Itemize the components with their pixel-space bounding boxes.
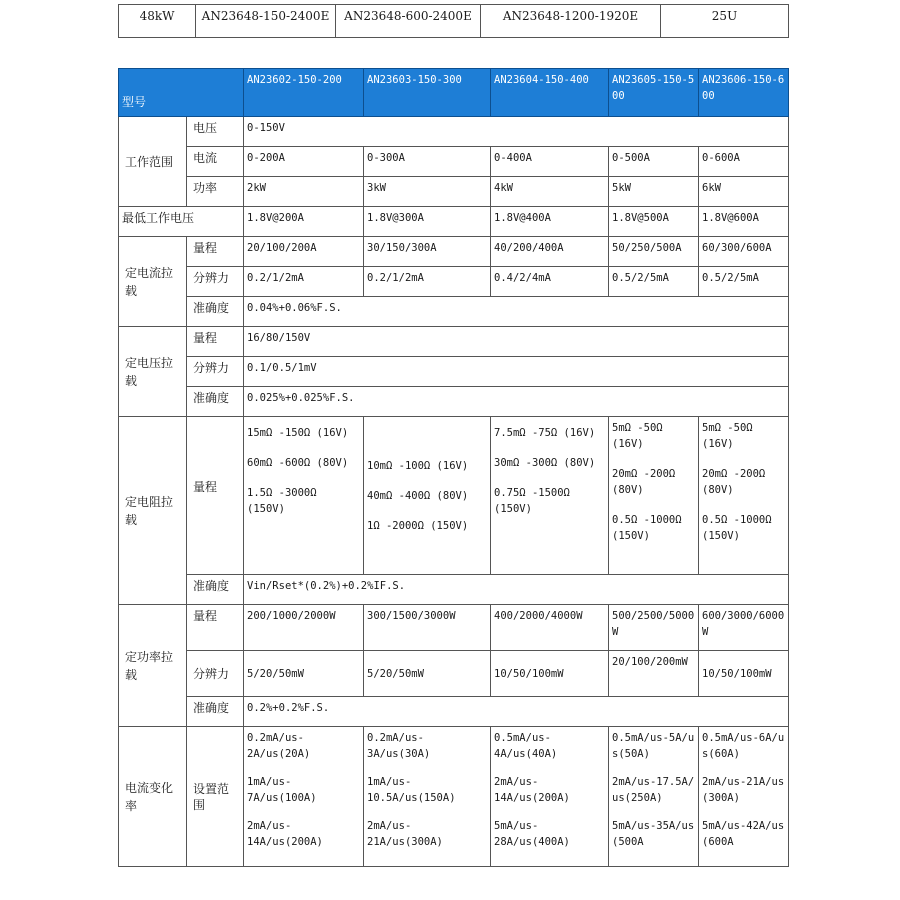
min-voltage-value: 1.8V@400A xyxy=(491,207,609,237)
slew-setting-label: 设置范围 xyxy=(187,727,244,867)
cp-resolution-value: 10/50/100mW xyxy=(699,651,789,697)
cv-range-label: 量程 xyxy=(187,327,244,357)
cc-range-value: 50/250/500A xyxy=(609,237,699,267)
cp-accuracy-value: 0.2%+0.2%F.S. xyxy=(244,697,789,727)
cp-resolution-value: 5/20/50mW xyxy=(244,651,364,697)
cc-resolution-value: 0.2/1/2mA xyxy=(364,267,491,297)
cp-resolution-label: 分辨力 xyxy=(187,651,244,697)
cp-range-value: 400/2000/4000W xyxy=(491,605,609,651)
cc-range-label: 量程 xyxy=(187,237,244,267)
cc-resolution-value: 0.5/2/5mA xyxy=(609,267,699,297)
current-label: 电流 xyxy=(187,147,244,177)
cr-range-value: 10mΩ -100Ω (16V) 40mΩ -400Ω (80V) 1Ω -2000Ω (150V) xyxy=(364,417,491,575)
slew-value: 0.2mA/us-3A/us(30A) 1mA/us-10.5A/us(150A) 2mA/us-21A/us(300A) xyxy=(364,727,491,867)
table-row xyxy=(119,267,789,297)
cp-range-value: 600/3000/6000W xyxy=(699,605,789,651)
model-cell: AN23648-1200-1920E xyxy=(481,5,661,38)
table-row xyxy=(119,605,789,651)
slew-value: 0.2mA/us-2A/us(20A) 1mA/us-7A/us(100A) 2mA/us-14A/us(200A) xyxy=(244,727,364,867)
power-label: 功率 xyxy=(187,177,244,207)
min-voltage-value: 1.8V@200A xyxy=(244,207,364,237)
table-row xyxy=(119,117,789,147)
min-voltage-value: 1.8V@500A xyxy=(609,207,699,237)
power-value: 2kW xyxy=(244,177,364,207)
cp-mode-label: 定功率拉载 xyxy=(119,605,187,727)
cv-accuracy-value: 0.025%+0.025%F.S. xyxy=(244,387,789,417)
table-row xyxy=(119,177,789,207)
cv-resolution-value: 0.1/0.5/1mV xyxy=(244,357,789,387)
model-header: AN23603-150-300 xyxy=(364,69,491,117)
cp-range-value: 500/2500/5000W xyxy=(609,605,699,651)
header-row xyxy=(119,69,789,117)
cp-resolution-value: 10/50/100mW xyxy=(491,651,609,697)
table-row xyxy=(119,575,789,605)
table-row xyxy=(119,727,789,867)
slew-value: 0.5mA/us-5A/us(50A) 2mA/us-17.5A/us(250A) 5mA/us-35A/us(500A xyxy=(609,727,699,867)
min-voltage-value: 1.8V@300A xyxy=(364,207,491,237)
cc-resolution-value: 0.2/1/2mA xyxy=(244,267,364,297)
model-header: AN23602-150-200 xyxy=(244,69,364,117)
cr-mode-label: 定电阻拉载 xyxy=(119,417,187,605)
cr-range-value: 5mΩ -50Ω (16V) 20mΩ -200Ω (80V) 0.5Ω -1000Ω (150V) xyxy=(609,417,699,575)
current-value: 0-300A xyxy=(364,147,491,177)
model-header: AN23605-150-500 xyxy=(609,69,699,117)
voltage-label: 电压 xyxy=(187,117,244,147)
current-value: 0-500A xyxy=(609,147,699,177)
cc-resolution-value: 0.4/2/4mA xyxy=(491,267,609,297)
table-row xyxy=(119,387,789,417)
current-value: 0-600A xyxy=(699,147,789,177)
table-row xyxy=(119,147,789,177)
power-value: 5kW xyxy=(609,177,699,207)
cc-accuracy-label: 准确度 xyxy=(187,297,244,327)
slew-value: 0.5mA/us-4A/us(40A) 2mA/us-14A/us(200A) 5mA/us-28A/us(400A) xyxy=(491,727,609,867)
cp-resolution-value: 5/20/50mW xyxy=(364,651,491,697)
model-header-label: 型号 xyxy=(119,69,244,117)
table-row xyxy=(119,327,789,357)
cc-accuracy-value: 0.04%+0.06%F.S. xyxy=(244,297,789,327)
cp-range-value: 300/1500/3000W xyxy=(364,605,491,651)
model-header: AN23606-150-600 xyxy=(699,69,789,117)
cv-accuracy-label: 准确度 xyxy=(187,387,244,417)
model-header: AN23604-150-400 xyxy=(491,69,609,117)
cc-resolution-label: 分辨力 xyxy=(187,267,244,297)
model-cell: AN23648-600-2400E xyxy=(336,5,481,38)
cr-range-value: 5mΩ -50Ω (16V) 20mΩ -200Ω (80V) 0.5Ω -1000Ω (150V) xyxy=(699,417,789,575)
cp-resolution-value: 20/100/200mW xyxy=(609,651,699,697)
cv-range-value: 16/80/150V xyxy=(244,327,789,357)
cc-range-value: 20/100/200A xyxy=(244,237,364,267)
power-value: 4kW xyxy=(491,177,609,207)
table-row xyxy=(119,5,789,38)
slew-rate-label: 电流变化率 xyxy=(119,727,187,867)
cp-accuracy-label: 准确度 xyxy=(187,697,244,727)
cc-range-value: 60/300/600A xyxy=(699,237,789,267)
power-value: 3kW xyxy=(364,177,491,207)
cr-range-label: 量程 xyxy=(187,417,244,575)
power-cell: 48kW xyxy=(119,5,196,38)
cc-resolution-value: 0.5/2/5mA xyxy=(699,267,789,297)
voltage-value: 0-150V xyxy=(244,117,789,147)
cp-range-value: 200/1000/2000W xyxy=(244,605,364,651)
cc-range-value: 30/150/300A xyxy=(364,237,491,267)
cc-mode-label: 定电流拉载 xyxy=(119,237,187,327)
previous-model-row-table xyxy=(118,4,789,38)
table-row xyxy=(119,237,789,267)
table-row xyxy=(119,207,789,237)
cr-accuracy-label: 准确度 xyxy=(187,575,244,605)
power-value: 6kW xyxy=(699,177,789,207)
working-range-label: 工作范围 xyxy=(119,117,187,207)
table-row xyxy=(119,297,789,327)
cr-accuracy-value: Vin/Rset*(0.2%)+0.2%IF.S. xyxy=(244,575,789,605)
cc-range-value: 40/200/400A xyxy=(491,237,609,267)
cv-resolution-label: 分辨力 xyxy=(187,357,244,387)
cr-range-value: 15mΩ -150Ω (16V) 60mΩ -600Ω (80V) 1.5Ω -3000Ω (150V) xyxy=(244,417,364,575)
current-value: 0-200A xyxy=(244,147,364,177)
table-row xyxy=(119,651,789,697)
cv-mode-label: 定电压拉载 xyxy=(119,327,187,417)
spec-table xyxy=(118,68,789,867)
current-value: 0-400A xyxy=(491,147,609,177)
table-row xyxy=(119,357,789,387)
rack-size-cell: 25U xyxy=(661,5,789,38)
slew-value: 0.5mA/us-6A/us(60A) 2mA/us-21A/us(300A) 5mA/us-42A/us(600A xyxy=(699,727,789,867)
cr-range-value: 7.5mΩ -75Ω (16V) 30mΩ -300Ω (80V) 0.75Ω -1500Ω (150V) xyxy=(491,417,609,575)
table-row xyxy=(119,417,789,575)
table-row xyxy=(119,697,789,727)
model-cell: AN23648-150-2400E xyxy=(196,5,336,38)
min-voltage-value: 1.8V@600A xyxy=(699,207,789,237)
min-voltage-label: 最低工作电压 xyxy=(119,207,244,237)
cp-range-label: 量程 xyxy=(187,605,244,651)
